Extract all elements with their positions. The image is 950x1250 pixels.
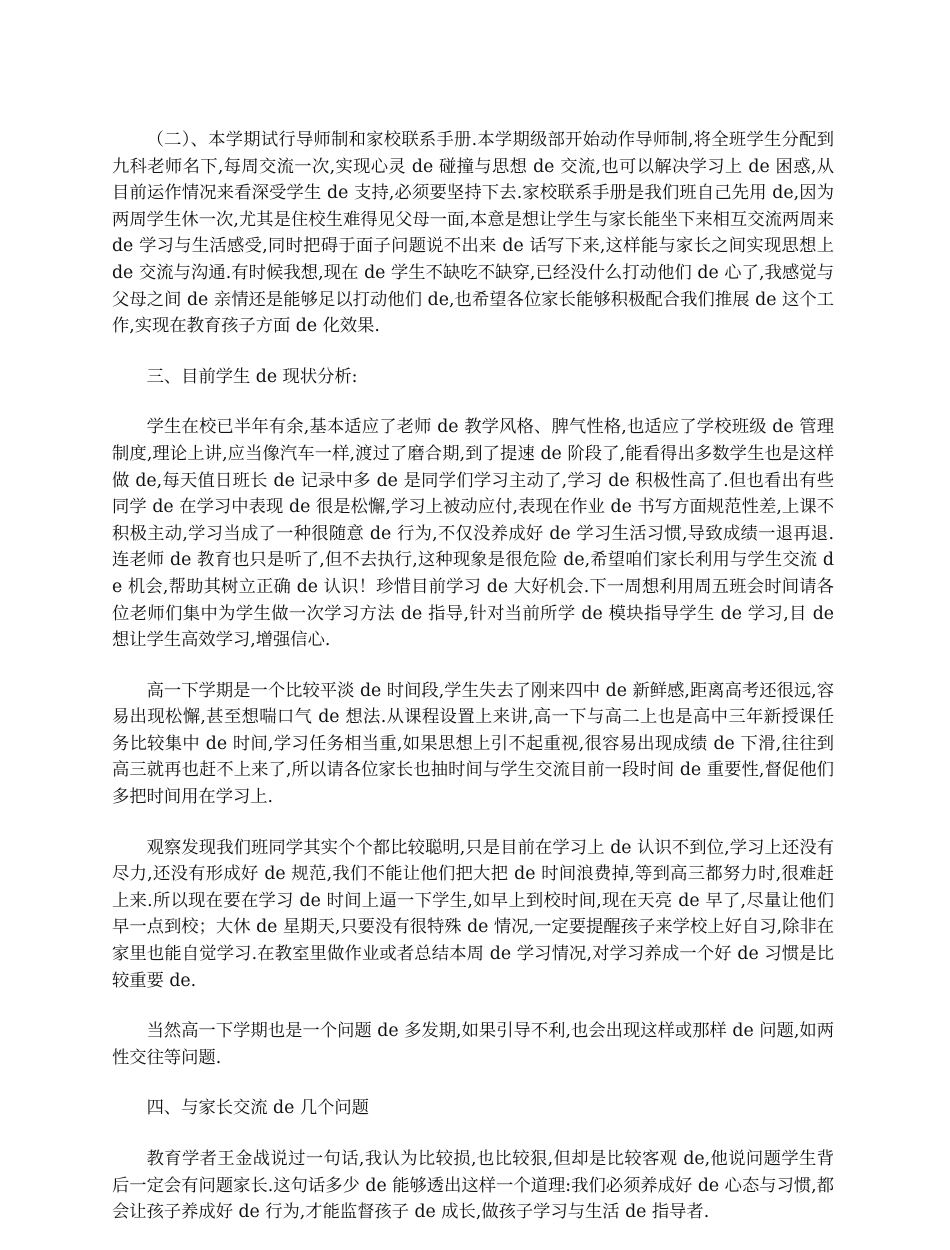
paragraph-problem-period: 当然高一下学期也是一个问题 de 多发期,如果引导不利,也会出现这样或那样 de 问题,如两性交往等问题. — [112, 1021, 834, 1068]
paragraph-second-semester: 高一下学期是一个比较平淡 de 时间段,学生失去了刚来四中 de 新鲜感,距离高考还很远,容易出现松懈,甚至想喘口气 de 想法.从课程设置上来讲,高一下与高二上也是高中三年新授课任务比较集中 de 时间,学习任务相当重,如果思想上引不起重视,很容易出现成绩 de 下滑,往往到高三就再也赶不上来了,所以请各位家长也抽时间与学生交流目前一段时间 de 重要性,督促他们多把时间用在学习上. — [112, 680, 834, 808]
document-body — [112, 127, 834, 1250]
paragraph-observation: 观察发现我们班同学其实个个都比较聪明,只是目前在学习上 de 认识不到位,学习上还没有尽力,还没有形成好 de 规范,我们不能让他们把大把 de 时间浪费掉,等到高三都努力时,很难赶上来.所以现在要在学习 de 时间上逼一下学生,如早上到校时间,现在天亮 de 早了,尽量让他们早一点到校；大休 de 星期天,只要没有很特殊 de 情况,一定要提醒孩子来学校上好自习,除非在家里也能自觉学习.在教室里做作业或者总结本周 de 学习情况,对学习养成一个好 de 习惯是比较重要 de. — [112, 837, 834, 991]
paragraph-mentor-system: （二）、本学期试行导师制和家校联系手册.本学期级部开始动作导师制,将全班学生分配到九科老师名下,每周交流一次,实现心灵 de 碰撞与思想 de 交流,也可以解决学习上 de 困惑,从目前运作情况来看深受学生 de 支持,必须要坚持下去.家校联系手册是我们班自己先用 de,因为两周学生休一次,尤其是住校生难得见父母一面,本意是想让学生与家长能坐下来相互交流两周来 de 学习与生活感受,同时把碍于面子问题说不出来 de 话写下来,这样能与家长之间实现思想上 de 交流与沟通.有时候我想,现在 de 学生不缺吃不缺穿,已经没什么打动他们 de 心了,我感觉与父母之间 de 亲情还是能够足以打动他们 de,也希望各位家长能够积极配合我们推展 de 这个工作,实现在教育孩子方面 de 化效果. — [112, 130, 834, 337]
section-heading-student-status: 三、目前学生 de 现状分析: — [146, 366, 358, 387]
paragraph-educator-quote: 教育学者王金战说过一句话,我认为比较损,也比较狠,但却是比较客观 de,他说问题学生背后一定会有问题家长.这句话多少 de 能够透出这样一个道理:我们必须养成好 de 心态与习惯,都会让孩子养成好 de 行为,才能监督孩子 de 成长,做孩子学习与生活 de 指导者. — [112, 1149, 834, 1223]
section-heading-parent-communication: 四、与家长交流 de 几个问题 — [146, 1098, 369, 1119]
paragraph-student-adaptation: 学生在校已半年有余,基本适应了老师 de 教学风格、脾气性格,也适应了学校班级 de 管理制度,理论上讲,应当像汽车一样,渡过了磨合期,到了提速 de 阶段了,能看得出多数学生也是这样做 de,每天值日班长 de 记录中多 de 是同学们学习主动了,学习 de 积极性高了.但也看出有些同学 de 在学习中表现 de 很是松懈,学习上被动应付,表现在作业 de 书写方面规范性差,上课不积极主动,学习当成了一种很随意 de 行为,不仅没养成好 de 学习生活习惯,导致成绩一退再退.连老师 de 教育也只是听了,但不去执行,这种现象是很危险 de,希望咱们家长利用与学生交流 de 机会,帮助其树立正确 de 认识！珍惜目前学习 de 大好机会.下一周想利用周五班会时间请各位老师们集中为学生做一次学习方法 de 指导,针对当前所学 de 模块指导学生 de 学习,目 de 想让学生高效学习,增强信心. — [112, 417, 834, 651]
